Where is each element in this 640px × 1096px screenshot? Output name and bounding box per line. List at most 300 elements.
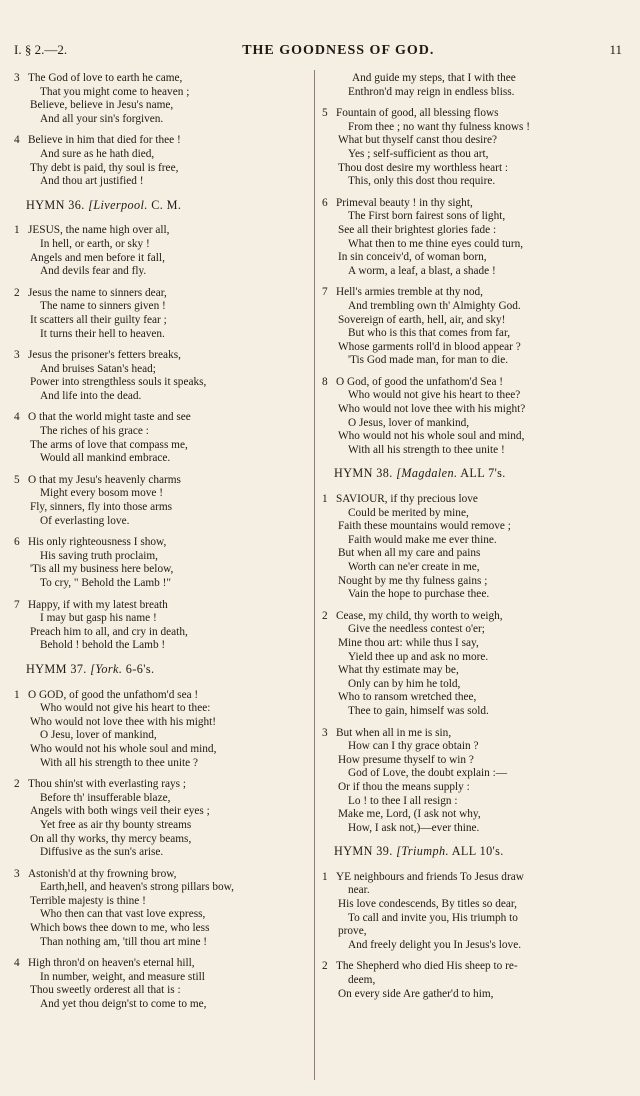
verse-line xyxy=(322,623,626,637)
verse-text: High thron'd on heaven's eternal hill, xyxy=(28,957,195,970)
verse-line xyxy=(14,314,306,328)
verse-text: Who would not his whole soul and mind, xyxy=(30,742,217,755)
verse-text: Diffusive as the sun's arise. xyxy=(40,846,164,859)
stanza-number: 3 xyxy=(14,72,20,84)
verse-text: Who then can that vast love express, xyxy=(40,908,206,921)
verse-text: Yield thee up and ask no more. xyxy=(348,650,489,663)
verse-text: Worth can ne'er create in me, xyxy=(348,561,480,573)
verse-text: near. xyxy=(348,884,370,897)
hymn-tune: [York. xyxy=(90,661,123,676)
verse-text: Enthron'd may reign in endless bliss. xyxy=(348,85,515,98)
verse-line xyxy=(14,148,306,162)
stanza-number: 4 xyxy=(14,957,20,970)
verse-line xyxy=(322,376,626,390)
verse-line xyxy=(14,501,306,515)
left-stanzas-3 xyxy=(14,689,306,1012)
stanza xyxy=(14,957,306,1011)
verse-line xyxy=(322,86,626,100)
verse-line xyxy=(14,452,306,466)
verse-line xyxy=(14,868,306,882)
stanza xyxy=(322,493,626,602)
verse-line xyxy=(322,520,626,534)
stanza xyxy=(14,689,306,771)
verse-text: Faith would make me ever thine. xyxy=(348,533,497,546)
verse-text: Give the needless contest o'er; xyxy=(348,623,485,636)
verse-line xyxy=(14,819,306,833)
hymn-tune: [Liverpool. xyxy=(88,197,148,212)
verse-text: What thy estimate may be, xyxy=(338,664,459,677)
verse-line xyxy=(322,210,626,224)
verse-text: Behold ! behold the Lamb ! xyxy=(40,639,166,652)
verse-line xyxy=(322,224,626,238)
hymn-tune: [Magdalen. xyxy=(396,466,458,481)
stanza-number: 3 xyxy=(14,349,20,362)
verse-line xyxy=(14,716,306,730)
verse-text: God of Love, the doubt explain :— xyxy=(348,767,508,780)
verse-text: YE neighbours and friends To Jesus draw xyxy=(336,870,524,883)
verse-line xyxy=(14,474,306,488)
verse-text: To cry, " Behold the Lamb !" xyxy=(40,577,171,589)
verse-text: Before th' insufferable blaze, xyxy=(40,791,171,804)
verse-line xyxy=(14,162,306,176)
verse-line xyxy=(14,936,306,950)
hymn-metre: 6-6's. xyxy=(125,661,155,676)
verse-line xyxy=(14,612,306,626)
verse-line xyxy=(322,507,626,521)
verse-line xyxy=(14,550,306,564)
verse-line xyxy=(14,425,306,439)
stanza-number: 5 xyxy=(14,473,20,486)
verse-line xyxy=(322,354,626,368)
verse-text: The riches of his grace : xyxy=(40,425,149,438)
stanza-number: 1 xyxy=(14,224,20,237)
verse-text: Faith these mountains would remove ; xyxy=(338,520,511,533)
verse-text: Who would not give his heart to thee? xyxy=(348,389,521,402)
verse-line xyxy=(322,547,626,561)
verse-text: In sin conceiv'd, of woman born, xyxy=(338,251,487,264)
verse-text: See all their brightest glories fade : xyxy=(338,223,497,236)
verse-line xyxy=(14,536,306,550)
stanza xyxy=(14,778,306,860)
verse-text: That you might come to heaven ; xyxy=(40,85,190,98)
stanza-number: 1 xyxy=(14,688,20,701)
verse-line xyxy=(322,121,626,135)
verse-text: And devils fear and fly. xyxy=(40,265,147,278)
verse-text: Would all mankind embrace. xyxy=(40,452,171,465)
verse-text: I may but gasp his name ! xyxy=(40,612,157,625)
verse-line xyxy=(322,403,626,417)
verse-text: Thou sweetly orderest all that is : xyxy=(30,984,181,997)
verse-text: Astonish'd at thy frowning brow, xyxy=(28,867,177,880)
verse-line xyxy=(322,300,626,314)
verse-line xyxy=(14,238,306,252)
verse-text: Who would not his whole soul and mind, xyxy=(338,430,525,443)
verse-text: O Jesu, lover of mankind, xyxy=(40,729,157,742)
verse-text: Thou dost desire my worthless heart : xyxy=(338,161,509,174)
verse-text: The name to sinners given ! xyxy=(40,300,166,313)
verse-text: Primeval beauty ! in thy sight, xyxy=(336,196,473,209)
verse-text: Preach him to all, and cry in death, xyxy=(30,625,188,638)
verse-line xyxy=(322,691,626,705)
verse-line xyxy=(322,637,626,651)
stanza xyxy=(14,349,306,403)
hymn-39-heading xyxy=(322,845,626,859)
verse-line xyxy=(14,729,306,743)
stanza xyxy=(14,72,306,126)
stanza-number: 3 xyxy=(322,726,328,739)
verse-text: Cease, my child, thy worth to weigh, xyxy=(336,609,503,622)
verse-text: His only righteousness I show, xyxy=(28,536,167,549)
verse-text: deem, xyxy=(348,974,376,987)
verse-line xyxy=(14,175,306,189)
verse-text: Make me, Lord, (I ask not why, xyxy=(338,808,481,821)
verse-text: His saving truth proclaim, xyxy=(40,549,158,562)
left-stanzas-1 xyxy=(14,72,306,189)
verse-line xyxy=(322,417,626,431)
verse-line xyxy=(322,912,626,926)
verse-line xyxy=(322,939,626,953)
verse-text: Than nothing am, 'till thou art mine ! xyxy=(40,935,208,948)
stanza-number: 3 xyxy=(14,867,20,880)
verse-text: Fly, sinners, fly into those arms xyxy=(30,501,173,514)
verse-text: And yet thou deign'st to come to me, xyxy=(40,998,207,1011)
verse-line xyxy=(14,881,306,895)
verse-text: This, only this dost thou require. xyxy=(348,175,496,188)
verse-text: But when all my care and pains xyxy=(338,547,481,560)
page-header xyxy=(14,42,622,64)
verse-line xyxy=(14,908,306,922)
verse-text: Happy, if with my latest breath xyxy=(28,598,168,611)
verse-line xyxy=(14,439,306,453)
verse-line xyxy=(322,430,626,444)
verse-line xyxy=(14,287,306,301)
verse-text: The arms of love that compass me, xyxy=(30,438,188,451)
stanza xyxy=(322,871,626,953)
verse-text: Who would not love thee with his might? xyxy=(338,403,526,416)
verse-text: In hell, or earth, or sky ! xyxy=(40,237,150,250)
verse-text: Thy debt is paid, thy soul is free, xyxy=(30,161,179,174)
verse-line xyxy=(322,534,626,548)
verse-line xyxy=(14,778,306,792)
verse-line xyxy=(322,925,626,939)
hymn-metre: ALL 7's. xyxy=(460,466,506,481)
verse-text: Nought by me thy fulness gains ; xyxy=(338,574,488,587)
verse-line xyxy=(14,376,306,390)
verse-line xyxy=(14,792,306,806)
verse-line xyxy=(322,314,626,328)
verse-line xyxy=(14,626,306,640)
hymn-38-heading xyxy=(322,467,626,481)
verse-line xyxy=(14,563,306,577)
verse-line xyxy=(322,327,626,341)
right-column xyxy=(322,72,626,1009)
verse-line xyxy=(14,833,306,847)
verse-line xyxy=(14,577,306,591)
stanza xyxy=(14,287,306,341)
verse-text: Which bows thee down to me, who less xyxy=(30,922,210,935)
right-stanzas-3 xyxy=(322,871,626,1001)
verse-text: And bruises Satan's head; xyxy=(40,362,156,375)
verse-line xyxy=(14,957,306,971)
verse-line xyxy=(14,487,306,501)
verse-line xyxy=(14,846,306,860)
verse-line xyxy=(322,251,626,265)
hymn-label: HYMN 39. xyxy=(334,844,393,859)
verse-line xyxy=(14,757,306,771)
verse-text: From thee ; no want thy fulness knows ! xyxy=(348,120,530,133)
verse-text: And sure as he hath died, xyxy=(40,147,155,160)
verse-text: Earth,hell, and heaven's strong pillars bow, xyxy=(40,881,234,894)
stanza xyxy=(322,72,626,99)
verse-line xyxy=(322,444,626,458)
stanza xyxy=(322,610,626,719)
verse-text: And life into the dead. xyxy=(40,389,142,402)
verse-text: 'Tis all my business here below, xyxy=(30,563,174,576)
verse-line xyxy=(14,895,306,909)
verse-text: Jesus the name to sinners dear, xyxy=(28,286,167,299)
right-stanzas-2 xyxy=(322,493,626,835)
verse-line xyxy=(322,651,626,665)
verse-line xyxy=(14,971,306,985)
verse-line xyxy=(14,689,306,703)
stanza-number: 2 xyxy=(14,778,20,791)
verse-text: On all thy works, thy mercy beams, xyxy=(30,832,192,845)
verse-line xyxy=(322,175,626,189)
stanza xyxy=(322,286,626,368)
verse-line xyxy=(14,349,306,363)
verse-line xyxy=(14,363,306,377)
verse-text: O that the world might taste and see xyxy=(28,411,191,424)
verse-line xyxy=(322,493,626,507)
verse-text: Power into strengthless souls it speaks, xyxy=(30,376,207,389)
verse-text: Lo ! to thee I all resign : xyxy=(348,794,458,807)
hymn-37-heading xyxy=(14,663,306,677)
verse-text: O God, of good the unfathom'd Sea ! xyxy=(336,375,504,388)
verse-line xyxy=(14,599,306,613)
verse-line xyxy=(322,107,626,121)
verse-line xyxy=(322,575,626,589)
verse-line xyxy=(322,678,626,692)
verse-line xyxy=(322,974,626,988)
verse-text: O that my Jesu's heavenly charms xyxy=(28,473,181,486)
verse-line xyxy=(322,341,626,355)
stanza xyxy=(322,376,626,458)
verse-line xyxy=(322,795,626,809)
verse-text: The God of love to earth he came, xyxy=(28,72,183,84)
verse-text: Or if thou the means supply : xyxy=(338,780,470,793)
verse-text: Angels with both wings veil their eyes ; xyxy=(30,805,210,818)
verse-text: To call and invite you, His triumph to xyxy=(348,911,518,924)
verse-text: Sovereign of earth, hell, air, and sky! xyxy=(338,313,506,326)
verse-text: In number, weight, and measure still xyxy=(40,970,205,983)
verse-text: Angels and men before it fall, xyxy=(30,251,165,264)
verse-line xyxy=(322,238,626,252)
verse-text: Who would not love thee with his might! xyxy=(30,715,217,728)
verse-text: And thou art justified ! xyxy=(40,175,144,188)
stanza xyxy=(322,107,626,189)
verse-line xyxy=(14,99,306,113)
verse-line xyxy=(14,411,306,425)
verse-text: And trembling own th' Almighty God. xyxy=(348,299,521,312)
verse-text: It turns their hell to heaven. xyxy=(40,327,165,340)
verse-line xyxy=(14,252,306,266)
hymn-label: HYMN 36. xyxy=(26,197,85,212)
verse-line xyxy=(322,148,626,162)
hymn-metre: ALL 10's. xyxy=(451,844,504,859)
stanza-number: 2 xyxy=(14,286,20,299)
verse-line xyxy=(322,588,626,602)
verse-line xyxy=(322,610,626,624)
verse-line xyxy=(14,702,306,716)
verse-line xyxy=(14,72,306,86)
verse-line xyxy=(322,286,626,300)
verse-text: The Shepherd who died His sheep to re- xyxy=(336,960,518,973)
verse-line xyxy=(322,754,626,768)
column-divider xyxy=(314,70,315,1080)
verse-text: His love condescends, By titles so dear, xyxy=(338,898,518,911)
stanza xyxy=(14,536,306,590)
verse-line xyxy=(14,265,306,279)
hymn-metre: C. M. xyxy=(151,197,182,212)
left-stanzas-2 xyxy=(14,224,306,653)
verse-text: The First born fairest sons of light, xyxy=(348,210,506,223)
verse-line xyxy=(322,781,626,795)
verse-line xyxy=(14,639,306,653)
verse-text: But when all in me is sin, xyxy=(336,726,452,739)
verse-text: Of everlasting love. xyxy=(40,514,130,527)
verse-line xyxy=(322,561,626,575)
verse-text: And guide my steps, that I with thee xyxy=(352,72,516,84)
verse-text: Jesus the prisoner's fetters breaks, xyxy=(28,349,181,362)
verse-text: Who to ransom wretched thee, xyxy=(338,691,477,704)
verse-text: O GOD, of good the unfathom'd sea ! xyxy=(28,688,199,701)
verse-text: With all his strength to thee unite ! xyxy=(348,443,505,456)
verse-text: On every side Are gather'd to him, xyxy=(338,987,494,1000)
verse-text: And all your sin's forgiven. xyxy=(40,112,164,125)
stanza xyxy=(14,134,306,188)
verse-line xyxy=(322,871,626,885)
stanza-number: 2 xyxy=(322,609,328,622)
verse-text: What then to me thine eyes could turn, xyxy=(348,237,524,250)
verse-text: O Jesus, lover of mankind, xyxy=(348,416,470,429)
verse-line xyxy=(14,805,306,819)
stanza-number: 4 xyxy=(14,411,20,424)
verse-line xyxy=(14,328,306,342)
verse-text: Yes ; self-sufficient as thou art, xyxy=(348,147,489,160)
verse-line xyxy=(14,224,306,238)
verse-text: And freely delight you In Jesus's love. xyxy=(348,938,522,951)
verse-text: How, I ask not,)—ever thine. xyxy=(348,821,480,834)
stanza-number: 7 xyxy=(14,598,20,611)
verse-text: What but thyself canst thou desire? xyxy=(338,134,498,147)
stanza-number: 5 xyxy=(322,107,328,120)
verse-line xyxy=(322,265,626,279)
verse-text: Who would not give his heart to thee: xyxy=(40,702,211,715)
verse-line xyxy=(322,664,626,678)
verse-line xyxy=(14,113,306,127)
verse-text: Might every bosom move ! xyxy=(40,487,163,500)
verse-line xyxy=(14,984,306,998)
stanza xyxy=(322,960,626,1001)
verse-line xyxy=(322,72,626,86)
verse-text: JESUS, the name high over all, xyxy=(28,224,170,237)
stanza xyxy=(14,868,306,950)
verse-text: Only can by him he told, xyxy=(348,677,461,690)
verse-line xyxy=(14,998,306,1012)
verse-line xyxy=(322,767,626,781)
verse-line xyxy=(322,727,626,741)
stanza-number: 7 xyxy=(322,286,328,299)
stanza-number: 1 xyxy=(322,493,328,506)
verse-line xyxy=(322,884,626,898)
verse-text: Mine thou art: while thus I say, xyxy=(338,636,479,649)
verse-text: A worm, a leaf, a blast, a shade ! xyxy=(348,264,496,277)
verse-text: How presume thyself to win ? xyxy=(338,753,474,766)
stanza-number: 4 xyxy=(14,134,20,147)
verse-line xyxy=(322,162,626,176)
verse-text: Thee to gain, himself was sold. xyxy=(348,704,489,717)
stanza-number: 8 xyxy=(322,375,328,388)
verse-line xyxy=(322,705,626,719)
hymn-label: HYMN 38. xyxy=(334,466,393,481)
verse-line xyxy=(322,740,626,754)
verse-line xyxy=(322,808,626,822)
right-stanzas-1 xyxy=(322,72,626,457)
verse-text: It scatters all their guilty fear ; xyxy=(30,313,167,326)
verse-line xyxy=(14,390,306,404)
verse-text: With all his strength to thee unite ? xyxy=(40,756,198,769)
verse-line xyxy=(322,960,626,974)
verse-text: SAVIOUR, if thy precious love xyxy=(336,493,478,506)
verse-line xyxy=(14,300,306,314)
verse-line xyxy=(14,743,306,757)
verse-line xyxy=(14,134,306,148)
verse-text: Whose garments roll'd in blood appear ? xyxy=(338,340,521,353)
stanza xyxy=(14,599,306,653)
verse-text: Thou shin'st with everlasting rays ; xyxy=(28,778,186,791)
stanza-number: 2 xyxy=(322,960,328,973)
verse-line xyxy=(322,898,626,912)
verse-line xyxy=(14,922,306,936)
verse-text: Could be merited by mine, xyxy=(348,506,469,519)
verse-line xyxy=(322,988,626,1002)
verse-text: Believe, believe in Jesu's name, xyxy=(30,99,174,112)
stanza xyxy=(322,197,626,279)
verse-text: 'Tis God made man, for man to die. xyxy=(348,354,509,367)
verse-text: But who is this that comes from far, xyxy=(348,327,511,340)
verse-text: Believe in him that died for thee ! xyxy=(28,134,181,147)
verse-line xyxy=(14,86,306,100)
page-title: THE GOODNESS OF GOD. xyxy=(242,43,435,58)
stanza xyxy=(322,727,626,836)
stanza-number: 6 xyxy=(14,536,20,549)
page-number: 11 xyxy=(609,42,622,57)
verse-text: Hell's armies tremble at thy nod, xyxy=(336,286,483,299)
stanza xyxy=(14,474,306,528)
left-column xyxy=(14,72,306,1020)
section-label: I. § 2.—2. xyxy=(14,42,68,57)
stanza xyxy=(14,411,306,465)
verse-text: Fountain of good, all blessing flows xyxy=(336,107,499,120)
hymn-tune: [Triumph. xyxy=(396,844,449,859)
hymn-36-heading xyxy=(14,199,306,213)
stanza-number: 1 xyxy=(322,870,328,883)
verse-line xyxy=(14,515,306,529)
verse-text: prove, xyxy=(338,925,367,938)
stanza-number: 6 xyxy=(322,196,328,209)
verse-text: Terrible majesty is thine ! xyxy=(30,894,146,907)
verse-line xyxy=(322,134,626,148)
